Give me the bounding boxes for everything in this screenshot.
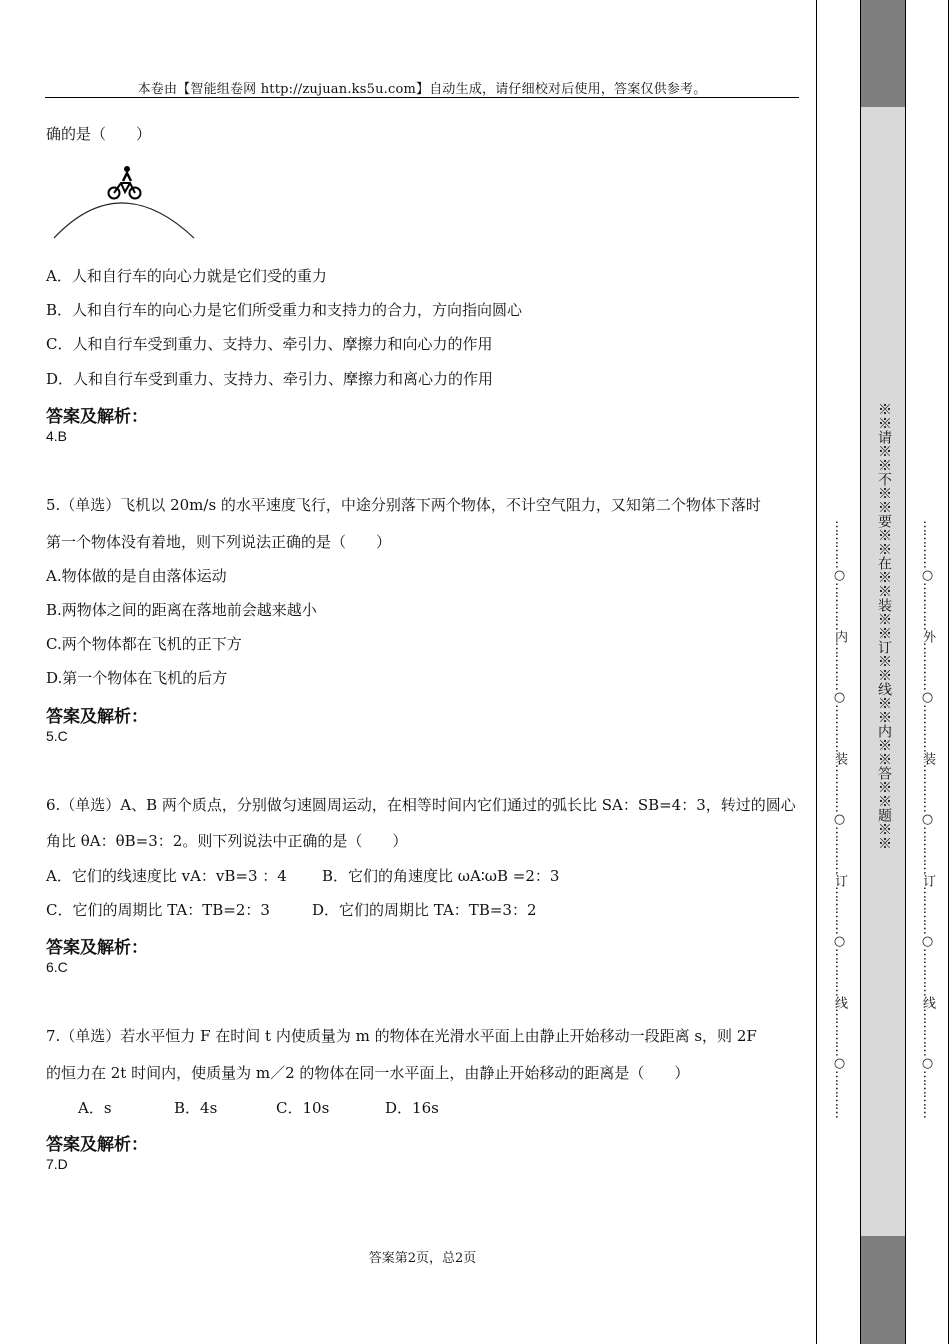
q4-answer: 4.B	[46, 428, 68, 444]
q5-option-d: D.第一个物体在飞机的后方	[46, 669, 228, 687]
q7-option-b: B．4s	[174, 1099, 218, 1117]
header-divider	[45, 97, 799, 98]
q5-answer: 5.C	[46, 728, 68, 744]
q5-option-a: A.物体做的是自由落体运动	[46, 567, 227, 585]
q7-answer: 7.D	[46, 1156, 68, 1172]
q7-stem-line1: 7.（单选）若水平恒力 F 在时间 t 内使质量为 m 的物体在光滑水平面上由静止开始移动一段距离 s，则 2F	[46, 1027, 757, 1045]
q7-stem-line2: 的恒力在 2t 时间内，使质量为 m／2 的物体在同一水平面上，由静止开始移动的距离是（ ）	[46, 1064, 690, 1082]
binding-inner-seal-line: …………○…………内…………○…………装…………○…………订…………○…………线…………○…………	[832, 520, 847, 1118]
q7-option-d: D．16s	[385, 1099, 439, 1117]
binding-outer-seal-line: …………○…………外…………○…………装…………○…………订…………○…………线…………○…………	[920, 520, 935, 1118]
q5-answer-title: 答案及解析：	[46, 707, 148, 727]
q7-option-c: C．10s	[276, 1099, 330, 1117]
q6-option-d: D．它们的周期比 TA：TB=3：2	[312, 901, 537, 919]
q4-option-c: C．人和自行车受到重力、支持力、牵引力、摩擦力和向心力的作用	[46, 335, 493, 353]
q6-option-a: A．它们的线速度比 vA：vB=3 ：4	[46, 867, 287, 885]
q6-answer-title: 答案及解析：	[46, 938, 148, 958]
binding-warning-text: ※※请※※不※※要※※在※※装※※订※※线※※内※※答※※题※※	[876, 402, 892, 850]
q7-option-a: A．s	[78, 1099, 112, 1117]
q4-option-b: B．人和自行车的向心力是它们所受重力和支持力的合力，方向指向圆心	[46, 301, 523, 319]
q6-answer: 6.C	[46, 959, 68, 975]
binding-dark-top	[861, 0, 906, 107]
q6-stem-line1: 6.（单选）A、B 两个质点，分别做匀速圆周运动，在相等时间内它们通过的弧长比 SA：SB=4：3，转过的圆心	[46, 796, 796, 814]
binding-line-3	[905, 0, 906, 1344]
q5-option-c: C.两个物体都在飞机的正下方	[46, 635, 242, 653]
q4-stem: 确的是（ ）	[46, 125, 152, 143]
binding-line-4	[948, 0, 949, 1344]
binding-line-1	[816, 0, 817, 1344]
q5-stem-line2: 第一个物体没有着地，则下列说法正确的是（ ）	[46, 533, 392, 551]
q7-answer-title: 答案及解析：	[46, 1135, 148, 1155]
q6-option-b: B．它们的角速度比 ωA∶ωB =2：3	[322, 867, 560, 885]
q4-option-a: A．人和自行车的向心力就是它们受的重力	[46, 267, 327, 285]
q6-option-c: C．它们的周期比 TA：TB=2：3	[46, 901, 270, 919]
q5-stem-line1: 5.（单选）飞机以 20m/s 的水平速度飞行，中途分别落下两个物体，不计空气阻力，又知第二个物体下落时	[46, 496, 761, 514]
q6-stem-line2: 角比 θA：θB=3：2。则下列说法中正确的是（ ）	[46, 832, 408, 850]
bicycle-icon	[109, 166, 141, 199]
cyclist-on-arch-figure	[48, 160, 198, 242]
binding-dark-bottom	[861, 1236, 906, 1344]
page-header: 本卷由【智能组卷网 http://zujuan.ks5u.com】自动生成，请仔细校对后使用，答案仅供参考。	[137, 82, 707, 97]
q4-answer-title: 答案及解析：	[46, 407, 148, 427]
q4-option-d: D．人和自行车受到重力、支持力、牵引力、摩擦力和离心力的作用	[46, 370, 494, 388]
page-footer: 答案第2页，总2页	[368, 1251, 477, 1266]
q5-option-b: B.两物体之间的距离在落地前会越来越小	[46, 601, 317, 619]
binding-line-2	[860, 0, 861, 1344]
